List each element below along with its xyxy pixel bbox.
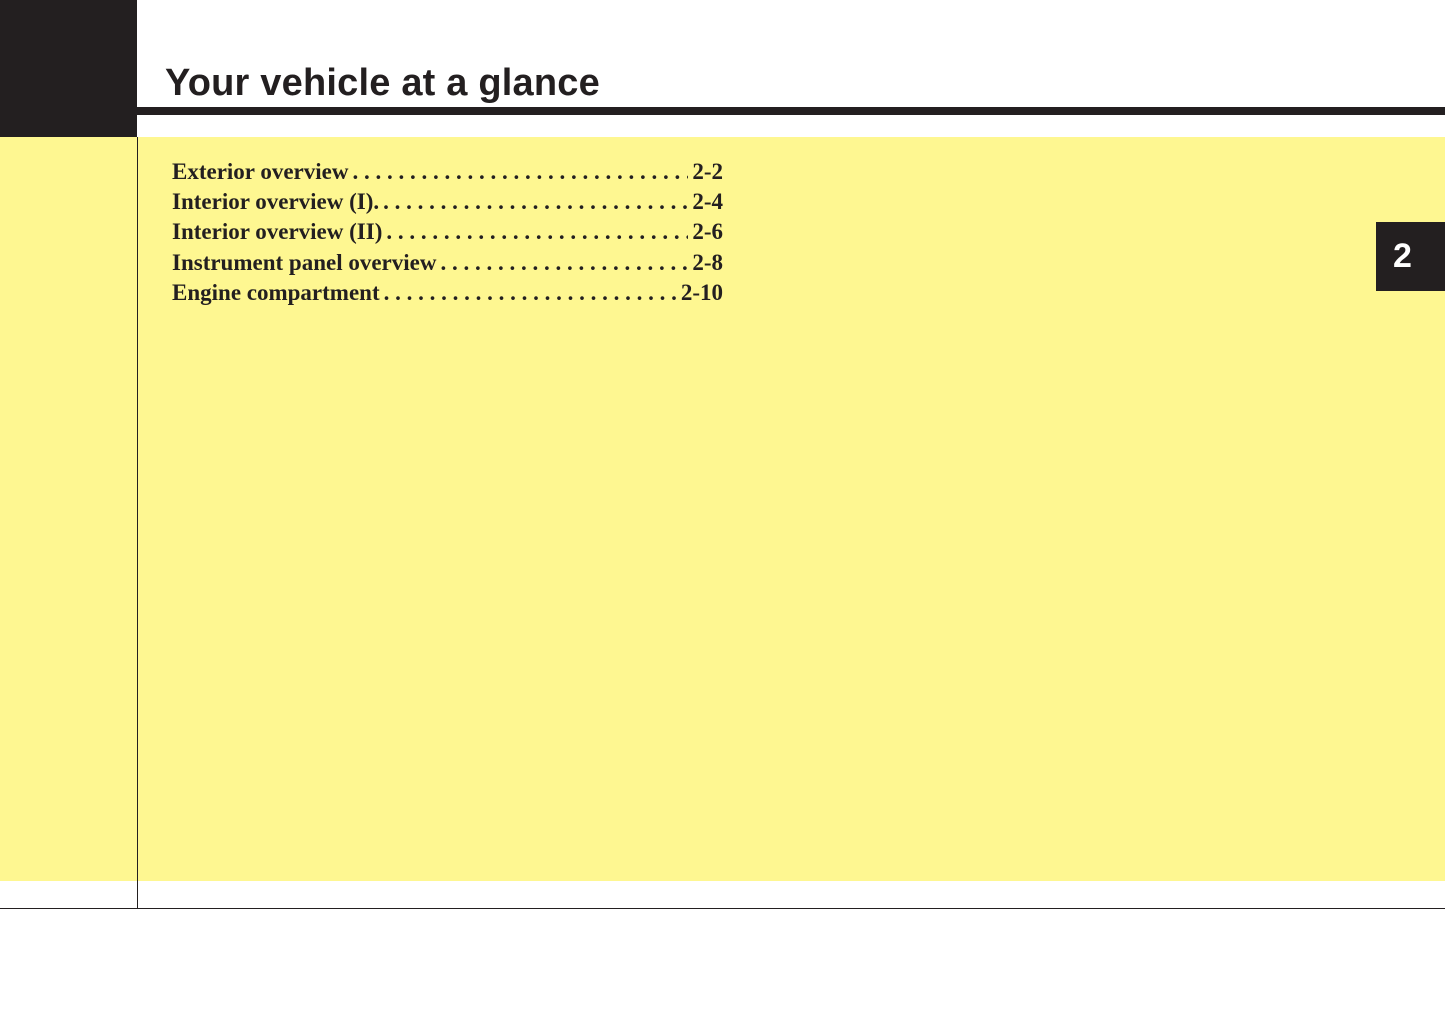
chapter-tab-number: 2 bbox=[1393, 237, 1412, 275]
toc-entry[interactable] bbox=[172, 189, 723, 219]
margin-divider bbox=[137, 137, 138, 909]
toc-entry[interactable] bbox=[172, 219, 723, 249]
toc-entry-page: 2-6 bbox=[692, 219, 723, 245]
toc-entry-page: 2-10 bbox=[680, 279, 723, 305]
toc-entry-page: 2-8 bbox=[692, 249, 723, 275]
toc-entry-label: Exterior overview bbox=[172, 159, 349, 184]
toc-entry-label: Instrument panel overview bbox=[172, 249, 437, 275]
toc-leader-dots bbox=[383, 189, 688, 215]
toc-leader-dots bbox=[440, 250, 688, 276]
toc-entry-page: 2-2 bbox=[692, 159, 723, 184]
toc-entry-page: 2-4 bbox=[692, 189, 723, 215]
chapter-tab[interactable] bbox=[1376, 222, 1445, 291]
footer-divider bbox=[0, 908, 1445, 909]
toc-entry[interactable] bbox=[172, 250, 723, 280]
toc-leader-dots bbox=[352, 159, 688, 185]
toc-entry-label: Interior overview (II) bbox=[172, 219, 383, 245]
toc-entry[interactable] bbox=[172, 280, 723, 310]
toc-entry-label: Engine compartment bbox=[172, 279, 380, 305]
toc-leader-dots bbox=[386, 219, 688, 245]
chapter-title: Your vehicle at a glance bbox=[165, 62, 600, 104]
toc-entry-label: Interior overview (I). bbox=[172, 189, 380, 215]
toc-entry[interactable] bbox=[172, 159, 723, 189]
toc-leader-dots bbox=[384, 280, 677, 306]
title-underline bbox=[137, 107, 1445, 115]
table-of-contents bbox=[172, 159, 723, 310]
corner-block bbox=[0, 0, 137, 137]
